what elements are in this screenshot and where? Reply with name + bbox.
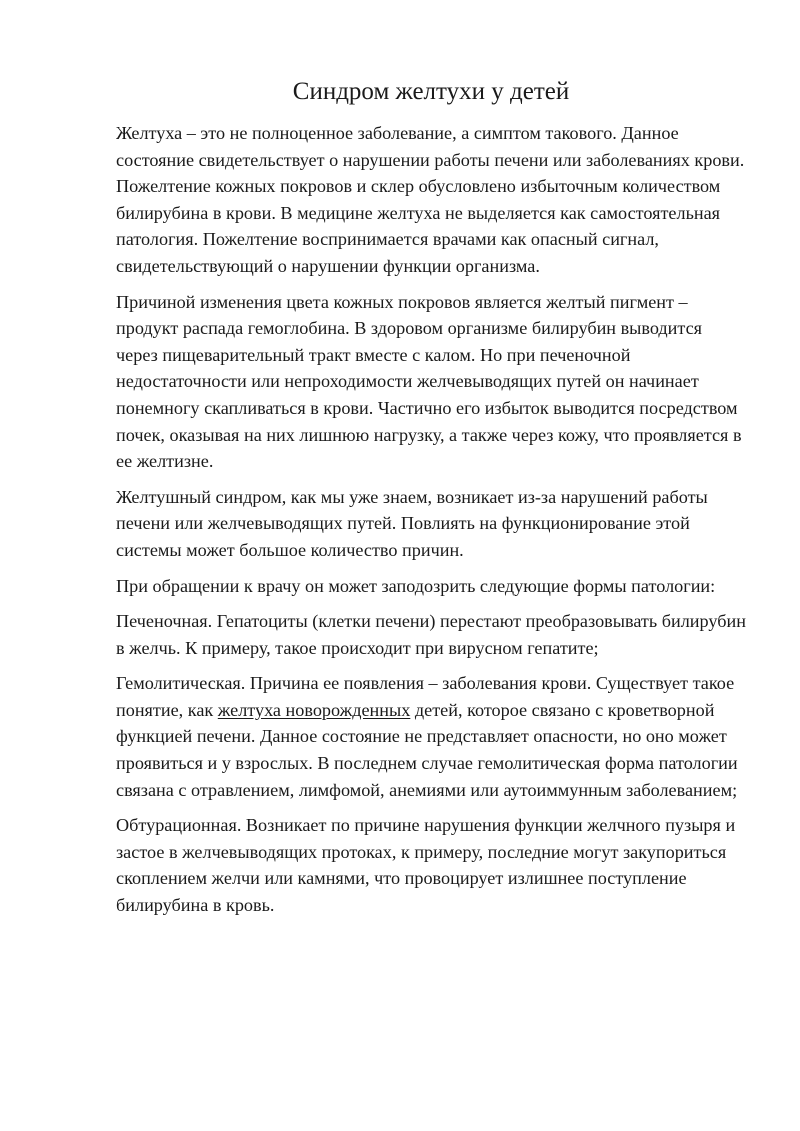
paragraph-forms-intro: При обращении к врачу он может заподозрить следующие формы патологии: [116,575,716,596]
paragraph-intro: Желтуха – это не полноценное заболевание, а симптом такового. Данное состояние свидетельствует о нарушении работы печени или заболеваниях крови. Пожелтение кожных покровов и склер обусловлено избыточным количеством билирубина в крови. В медицине желтуха не выделяется как самостоятельная патология. Пожелтение воспринимается врачами как опасный сигнал, свидетельствующий о нарушении функции организма. [116,123,745,276]
paragraph-syndrome: Желтушный синдром, как мы уже знаем, возникает из-за нарушений работы печени или желчевыводящих путей. Повлиять на функционирование этой системы может большое количество причин. [116,486,708,560]
paragraph-cause: Причиной изменения цвета кожных покровов является желтый пигмент – продукт распада гемоглобина. В здоровом организме билирубин выводится через пищеварительный тракт вместе с калом. Но при печеночной недостаточности или непроходимости желчевыводящих путей он начинает понемногу скапливаться в крови. Частично его избыток выводится посредством почек, оказывая на них лишнюю нагрузку, а также через кожу, что проявляется в ее желтизне. [116,291,742,472]
hemolytic-text-before: Гемолитическая. Причина ее появления – заболевания крови. Существует такое понятие, как [116,673,735,720]
paragraph-hepatic: Печеночная. Гепатоциты (клетки печени) перестают преобразовывать билирубин в желчь. К примеру, такое происходит при вирусном гепатите; [116,611,746,658]
document-page [116,74,746,928]
hemolytic-text-after: детей, которое связано с кроветворной функцией печени. Данное состояние не представляет опасности, но оно может проявиться и у взрослых. В последнем случае гемолитическая форма патологии связана с отравлением, лимфомой, анемиями или аутоиммунным заболеванием; [116,699,738,800]
paragraph-hemolytic [116,670,746,803]
newborn-jaundice-link[interactable]: желтуха новорожденных [217,699,411,720]
document-title: Синдром желтухи у детей [292,78,570,105]
paragraph-obstructive: Обтурационная. Возникает по причине нарушения функции желчного пузыря и застое в желчевыводящих протоках, к примеру, последние могут закупориться скоплением желчи или камнями, что провоцирует излишнее поступление билирубина в кровь. [116,815,736,916]
